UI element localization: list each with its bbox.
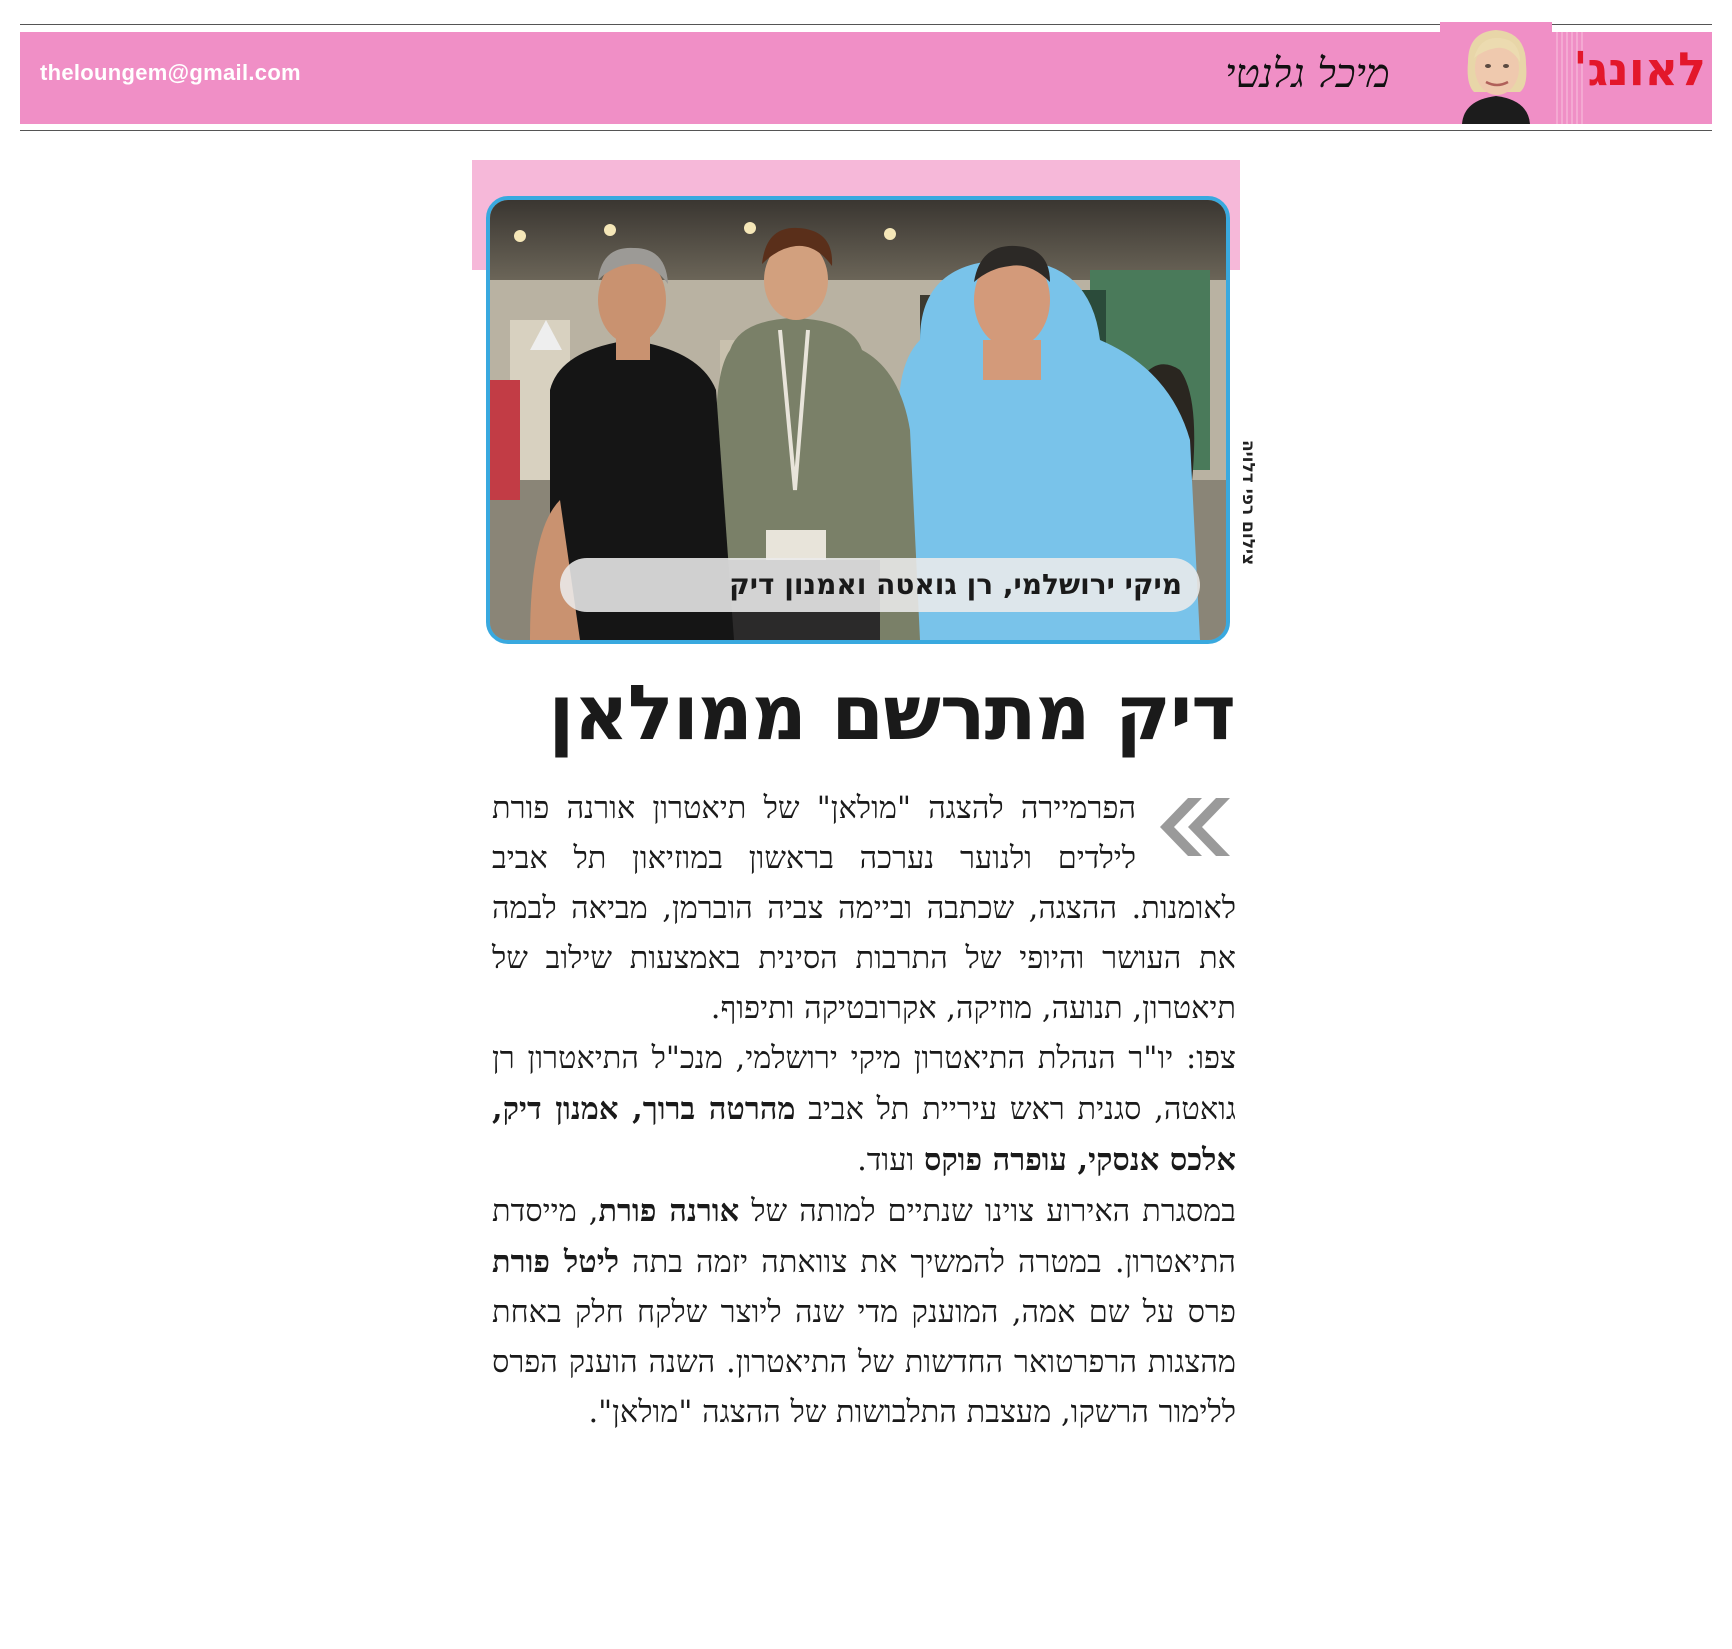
columnist-signature: מיכל גלנטי bbox=[1225, 51, 1390, 97]
article-paragraph-1 bbox=[492, 784, 1236, 1034]
header-bottom-rule bbox=[20, 130, 1712, 131]
paragraph-1-text: הפרמיירה להצגה "מולאן" של תיאטרון אורנה פורת לילדים ולנוער נערכה בראשון במוזיאון תל אביב לאומנות. ההצגה, שכתבה וביימה צביה הוברמן, מביאה לבמה את העושר והיופי של התרבות הסינית באמצעות שילוב של תיאטרון, תנועה, מוזיקה, אקרובטיקה ותיפוף. bbox=[492, 791, 1236, 1026]
chevron-indent bbox=[1136, 784, 1236, 880]
paragraph-2-names: מהרטה ברוך, אמנון דיק, אלכס אנסקי, עופרה פוקס bbox=[492, 1091, 1236, 1178]
paragraph-2-suffix: ועוד. bbox=[857, 1143, 924, 1178]
article-paragraph-2 bbox=[492, 1034, 1236, 1186]
photo-caption: מיקי ירושלמי, רן גואטה ואמנון דיק bbox=[560, 558, 1200, 612]
paragraph-2-prefix: צפו: יו"ר הנהלת התיאטרון מיקי ירושלמי, מנכ"ל התיאטרון רן גואטה, סגנית ראש עיריית תל אביב bbox=[492, 1041, 1236, 1127]
article-paragraph-3 bbox=[492, 1186, 1236, 1438]
section-title: לאונג' bbox=[1573, 42, 1706, 96]
paragraph-3-name-2: ליטל פורת bbox=[492, 1244, 619, 1280]
contact-email[interactable]: theloungem@gmail.com bbox=[40, 60, 301, 85]
photo-credit: צילום רפי דלויה bbox=[1238, 439, 1258, 565]
paragraph-3-name-1: אורנה פורת bbox=[598, 1193, 740, 1229]
columnist-portrait bbox=[1440, 22, 1552, 124]
paragraph-3-part-b: , מייסדת התיאטרון. במטרה להמשיך את צוואתה יזמה בתה bbox=[492, 1194, 1236, 1280]
article-body bbox=[492, 784, 1236, 1438]
paragraph-3-part-a: במסגרת האירוע צוינו שנתיים למותה של bbox=[739, 1194, 1236, 1229]
paragraph-3-part-c: פרס על שם אמה, המוענק מדי שנה ליוצר שלקח חלק באחת מהצגות הרפרטואר החדשות של התיאטרון. השנה הוענק הפרס ללימור הרשקו, מעצבת התלבושות של ההצגה "מולאן". bbox=[492, 1295, 1236, 1430]
article-headline: דיק מתרשם ממולאן bbox=[548, 668, 1235, 757]
